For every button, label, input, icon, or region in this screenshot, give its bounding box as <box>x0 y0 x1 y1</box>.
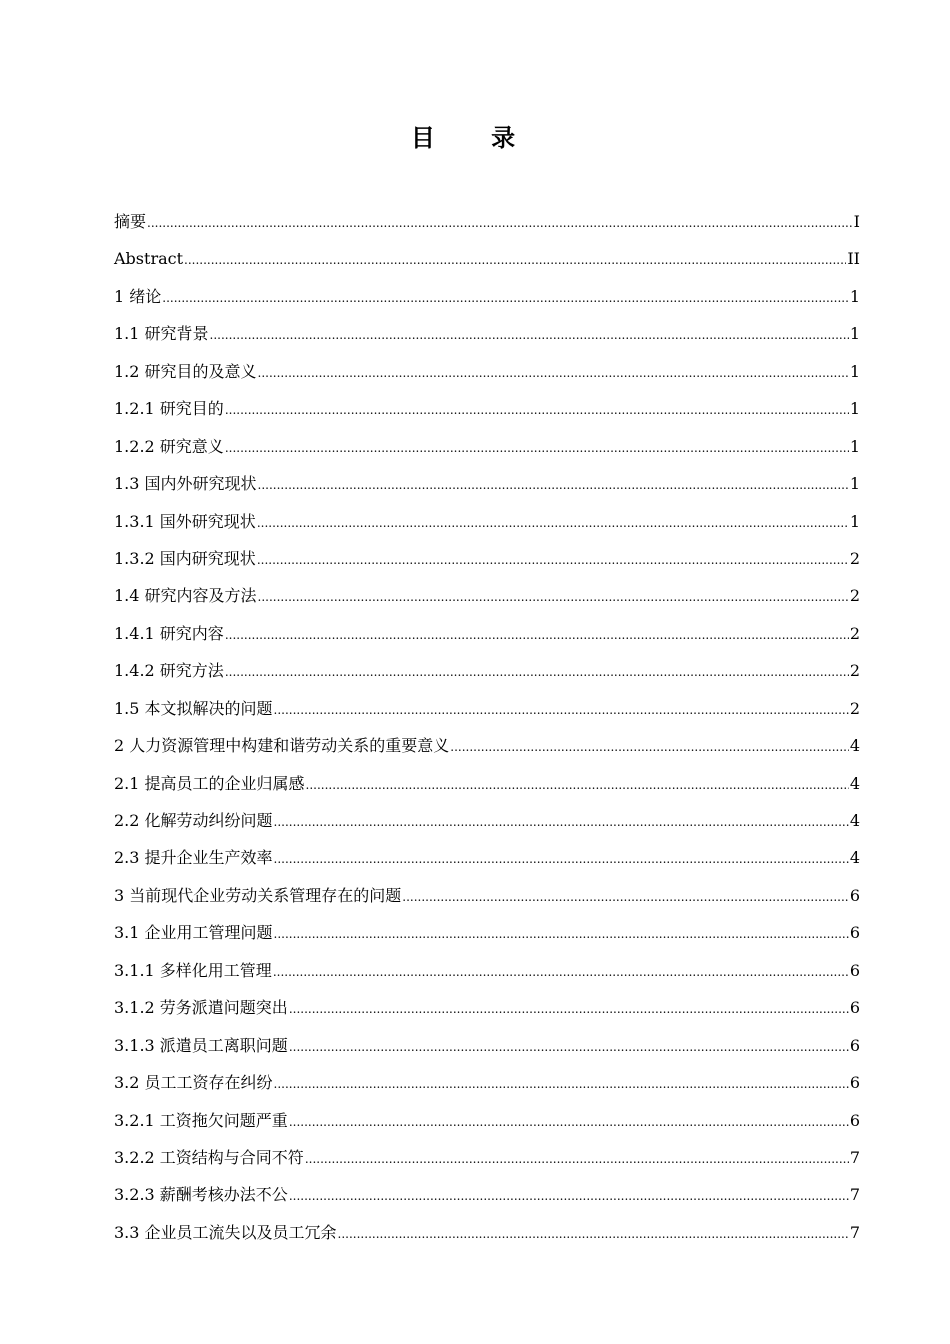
toc-entry-label: 3 当前现代企业劳动关系管理存在的问题 <box>114 885 402 905</box>
toc-entry[interactable] <box>114 1064 860 1101</box>
toc-entry[interactable] <box>114 1139 860 1176</box>
toc-entry-label: 1.3 国内外研究现状 <box>114 474 257 494</box>
toc-dot-leader <box>289 1029 849 1066</box>
toc-entry[interactable] <box>114 428 860 465</box>
toc-dot-leader <box>273 954 849 991</box>
toc-dot-leader <box>184 242 846 279</box>
toc-dot-leader <box>225 654 849 691</box>
toc-dot-leader <box>258 467 849 504</box>
toc-entry-label: 1.1 研究背景 <box>114 324 209 344</box>
toc-dot-leader <box>305 1141 849 1178</box>
toc-dot-leader <box>289 1178 849 1215</box>
toc-entry-label: 1.4.1 研究内容 <box>114 623 224 643</box>
toc-entry-label: 3.3 企业员工流失以及员工冗余 <box>114 1222 337 1242</box>
toc-entry[interactable] <box>114 503 860 540</box>
toc-dot-leader <box>274 692 849 729</box>
toc-entry-page-number: 6 <box>849 1073 860 1093</box>
toc-dot-leader <box>258 579 849 616</box>
toc-entry-page-number: 2 <box>849 548 860 568</box>
toc-entry-page-number: 7 <box>849 1147 860 1167</box>
toc-entry[interactable] <box>114 240 860 277</box>
toc-dot-leader <box>147 205 853 242</box>
toc-entry-label: 1.2.1 研究目的 <box>114 399 224 419</box>
toc-entry[interactable] <box>114 278 860 315</box>
toc-entry-label: 2 人力资源管理中构建和谐劳动关系的重要意义 <box>114 736 450 756</box>
toc-entry-page-number: 4 <box>849 773 860 793</box>
toc-entry[interactable] <box>114 877 860 914</box>
toc-entry-page-number: 1 <box>849 436 860 456</box>
toc-entry-page-number: 2 <box>849 698 860 718</box>
toc-entry[interactable] <box>114 615 860 652</box>
toc-entry[interactable] <box>114 690 860 727</box>
toc-entry-label: 1.2 研究目的及意义 <box>114 361 257 381</box>
toc-entry[interactable] <box>114 315 860 352</box>
toc-entry[interactable] <box>114 802 860 839</box>
toc-dot-leader <box>306 767 849 804</box>
toc-entry[interactable] <box>114 952 860 989</box>
toc-entry-page-number: 1 <box>849 361 860 381</box>
toc-entry[interactable] <box>114 353 860 390</box>
toc-entry-page-number: 1 <box>849 474 860 494</box>
toc-entry-label: 2.1 提高员工的企业归属感 <box>114 773 305 793</box>
toc-entry-label: 1.3.2 国内研究现状 <box>114 548 256 568</box>
toc-entry[interactable] <box>114 914 860 951</box>
toc-dot-leader <box>338 1216 849 1253</box>
toc-entry-label: 3.2.2 工资结构与合同不符 <box>114 1147 304 1167</box>
toc-dot-leader <box>274 804 849 841</box>
toc-dot-leader <box>258 355 849 392</box>
toc-entry-page-number: 7 <box>849 1222 860 1242</box>
toc-entry[interactable] <box>114 465 860 502</box>
toc-entry-page-number: I <box>853 212 860 231</box>
toc-dot-leader <box>225 430 849 467</box>
toc-entry-page-number: 6 <box>849 1110 860 1130</box>
toc-entry-label: 2.3 提升企业生产效率 <box>114 848 273 868</box>
toc-dot-leader <box>274 916 849 953</box>
toc-entry-label: 1.4 研究内容及方法 <box>114 586 257 606</box>
toc-dot-leader <box>257 542 849 579</box>
toc-entry-label: 3.2 员工工资存在纠纷 <box>114 1073 273 1093</box>
toc-dot-leader <box>257 505 849 542</box>
toc-entry[interactable] <box>114 727 860 764</box>
toc-entry-page-number: 1 <box>849 399 860 419</box>
toc-entry[interactable] <box>114 1027 860 1064</box>
toc-dot-leader <box>289 1104 849 1141</box>
toc-entry[interactable] <box>114 1102 860 1139</box>
toc-entry-page-number: 4 <box>849 848 860 868</box>
toc-entry-page-number: 6 <box>849 885 860 905</box>
toc-entry-page-number: 6 <box>849 923 860 943</box>
toc-entry-label: 1.5 本文拟解决的问题 <box>114 698 273 718</box>
toc-entry-page-number: 4 <box>849 811 860 830</box>
toc-entry[interactable] <box>114 1214 860 1251</box>
toc-entry[interactable] <box>114 203 860 240</box>
toc-entry[interactable] <box>114 839 860 876</box>
page-title: 目 录 <box>410 123 540 152</box>
toc-entry-label: 1.2.2 研究意义 <box>114 436 224 456</box>
toc-entry[interactable] <box>114 540 860 577</box>
toc-entry-label: Abstract <box>114 249 184 269</box>
toc-dot-leader <box>274 1066 849 1103</box>
toc-entry-label: 3.2.1 工资拖欠问题严重 <box>114 1110 288 1130</box>
toc-dot-leader <box>162 280 849 317</box>
toc-entry-page-number: 1 <box>849 511 860 531</box>
toc-entry-label: 1.4.2 研究方法 <box>114 661 224 681</box>
toc-entry[interactable] <box>114 577 860 614</box>
toc-entry-page-number: 2 <box>849 661 860 681</box>
toc-dot-leader <box>402 879 849 916</box>
toc-entry-page-number: 1 <box>849 324 860 344</box>
toc-entry-page-number: II <box>847 249 860 269</box>
toc-dot-leader <box>450 729 849 766</box>
toc-dot-leader <box>225 617 849 654</box>
toc-dot-leader <box>225 392 849 429</box>
toc-entry-page-number: 2 <box>849 586 860 606</box>
toc-entry-page-number: 2 <box>849 623 860 643</box>
toc-entry-page-number: 1 <box>849 286 860 306</box>
toc-entry-label: 1 绪论 <box>114 286 162 306</box>
toc-entry-label: 3.1.2 劳务派遣问题突出 <box>114 998 288 1018</box>
toc-entry-page-number: 7 <box>849 1185 860 1205</box>
toc-entry-label: 摘要 <box>114 212 147 231</box>
toc-entry[interactable] <box>114 765 860 802</box>
toc-entry-page-number: 4 <box>849 736 860 756</box>
toc-entry[interactable] <box>114 1176 860 1213</box>
toc-dot-leader <box>289 991 849 1028</box>
toc-entry-page-number: 6 <box>849 1035 860 1055</box>
toc-entry-label: 1.3.1 国外研究现状 <box>114 511 256 531</box>
toc-entry-page-number: 6 <box>849 998 860 1018</box>
toc-entry[interactable] <box>114 652 860 689</box>
toc-entry[interactable] <box>114 989 860 1026</box>
toc-dot-leader <box>274 841 849 878</box>
toc-entry-label: 3.2.3 薪酬考核办法不公 <box>114 1185 288 1205</box>
table-of-contents <box>114 203 860 1251</box>
toc-entry-page-number: 6 <box>849 960 860 980</box>
toc-entry-label: 2.2 化解劳动纠纷问题 <box>114 811 273 830</box>
toc-entry-label: 3.1.3 派遣员工离职问题 <box>114 1035 288 1055</box>
toc-entry-label: 3.1.1 多样化用工管理 <box>114 960 272 980</box>
toc-entry-label: 3.1 企业用工管理问题 <box>114 923 273 943</box>
toc-entry[interactable] <box>114 390 860 427</box>
toc-dot-leader <box>210 317 849 354</box>
